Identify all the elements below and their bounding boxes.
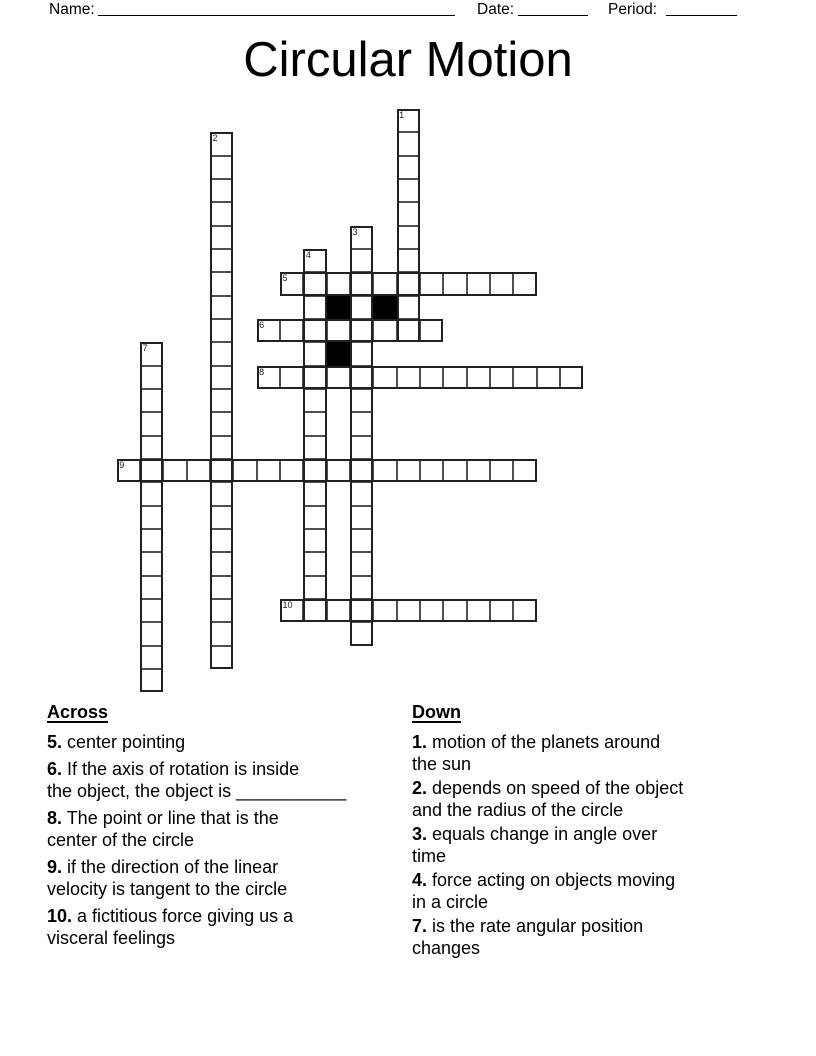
grid-cell[interactable] [397,366,420,389]
grid-cell[interactable] [280,459,303,482]
grid-cell[interactable] [373,599,396,622]
grid-cell[interactable] [210,319,233,342]
grid-cell[interactable] [303,249,326,272]
grid-cell[interactable] [280,319,303,342]
grid-cell[interactable] [350,436,373,459]
grid-cell[interactable] [210,272,233,295]
cell-number: 3 [352,226,358,237]
grid-cell[interactable] [350,599,373,622]
grid-cell[interactable] [327,366,350,389]
down-heading: Down [412,702,461,722]
grid-cell[interactable] [140,529,163,552]
grid-cell[interactable] [210,436,233,459]
grid-cell[interactable] [210,226,233,249]
down-clue-list [412,731,744,959]
down-clues-section [412,701,744,961]
grid-cell[interactable] [210,132,233,155]
grid-cell[interactable] [140,669,163,692]
grid-cell[interactable] [443,272,466,295]
grid-cell[interactable] [303,412,326,435]
grid-cell[interactable] [490,459,513,482]
clue-3 [412,823,744,867]
grid-cell[interactable] [187,459,210,482]
clue-10-line-1: 10. a fictitious force giving us a [47,906,294,926]
grid-cell[interactable] [210,342,233,365]
clue-4-line-2: in a circle [412,892,489,912]
grid-cell[interactable] [327,459,350,482]
grid-cell[interactable] [467,272,490,295]
grid-cell[interactable] [350,459,373,482]
grid-cell[interactable] [350,342,373,365]
grid-cell[interactable] [303,272,326,295]
grid-cell[interactable] [327,319,350,342]
clue-1-line-2: the sun [412,754,472,774]
grid-cell[interactable] [140,459,163,482]
grid-cell[interactable] [420,319,443,342]
grid-cell[interactable] [140,342,163,365]
grid-cell[interactable] [397,319,420,342]
page-title: Circular Motion [243,33,573,87]
grid-cell[interactable] [280,272,303,295]
grid-cell[interactable] [303,366,326,389]
clue-8-line-2: center of the circle [47,830,195,850]
cell-number: 2 [212,133,218,144]
cell-number: 5 [282,273,288,284]
grid-cell[interactable] [210,576,233,599]
grid-cell[interactable] [210,389,233,412]
grid-cell[interactable] [420,459,443,482]
clue-9 [47,856,380,900]
grid-cell[interactable] [537,366,560,389]
grid-cell[interactable] [350,366,373,389]
name-label: Name: [49,1,95,18]
grid-cell[interactable] [140,646,163,669]
clue-number: 6. [47,759,63,779]
clue-8-line-1: 8. The point or line that is the [47,808,279,828]
grid-cell[interactable] [210,412,233,435]
grid-cell[interactable] [210,366,233,389]
clue-4 [412,869,744,913]
clue-6-line-2: the object, the object is ___________ [47,781,347,801]
grid-cell[interactable] [233,459,256,482]
grid-cell[interactable] [467,459,490,482]
cell-number: 10 [282,599,293,610]
across-heading: Across [47,702,109,722]
grid-cell[interactable] [303,552,326,575]
grid-cell[interactable] [140,599,163,622]
grid-cell[interactable] [350,506,373,529]
grid-cell[interactable] [117,459,140,482]
clue-7-line-2: changes [412,938,481,958]
grid-cell[interactable] [210,482,233,505]
grid-cell[interactable] [420,366,443,389]
clue-3-line-2: time [412,846,447,866]
grid-cell[interactable] [397,202,420,225]
grid-cell[interactable] [210,552,233,575]
across-clue-list [47,731,380,949]
grid-cell[interactable] [443,599,466,622]
grid-cell[interactable] [303,436,326,459]
date-label: Date: [477,1,515,18]
cell-number: 8 [259,366,265,377]
grid-cell[interactable] [210,622,233,645]
across-clues-section [47,701,380,954]
grid-cell[interactable] [303,482,326,505]
blocked-cell [327,296,350,319]
grid-cell[interactable] [420,272,443,295]
grid-cell[interactable] [397,296,420,319]
grid-cell[interactable] [140,622,163,645]
grid-cell[interactable] [140,576,163,599]
grid-cell[interactable] [397,132,420,155]
clue-number: 2. [412,778,428,798]
grid-cell[interactable] [303,342,326,365]
cell-number: 7 [142,343,148,354]
grid-cell[interactable] [397,109,420,132]
grid-cell[interactable] [210,506,233,529]
grid-cell[interactable] [210,459,233,482]
grid-cell[interactable] [210,249,233,272]
grid-cell[interactable] [303,319,326,342]
clue-number: 7. [412,916,428,936]
grid-cell[interactable] [210,529,233,552]
grid-cell[interactable] [443,366,466,389]
grid-cell[interactable] [140,389,163,412]
grid-cell[interactable] [490,366,513,389]
grid-cell[interactable] [373,366,396,389]
period-label: Period: [608,1,658,18]
grid-cell[interactable] [397,599,420,622]
grid-cell[interactable] [163,459,186,482]
grid-cell[interactable] [303,599,326,622]
grid-cell[interactable] [303,506,326,529]
grid-cell[interactable] [210,646,233,669]
clue-number: 9. [47,857,63,877]
blocked-cell [373,296,396,319]
clue-7 [412,915,744,959]
clue-8 [47,807,380,851]
clue-5 [47,731,380,753]
grid-cell[interactable] [327,599,350,622]
clue-number: 3. [412,824,428,844]
grid-cell[interactable] [350,412,373,435]
grid-cell[interactable] [350,249,373,272]
grid-cell[interactable] [210,156,233,179]
grid-cell[interactable] [140,366,163,389]
grid-cell[interactable] [397,272,420,295]
clue-10-line-2: visceral feelings [47,928,176,948]
grid-cell[interactable] [303,576,326,599]
grid-cell[interactable] [210,179,233,202]
clue-5-line-1: 5. center pointing [47,732,186,752]
grid-cell[interactable] [490,272,513,295]
clue-6 [47,758,380,802]
clue-number: 5. [47,732,63,752]
clue-7-line-1: 7. is the rate angular position [412,916,644,936]
cell-number: 4 [305,249,311,260]
grid-cell[interactable] [350,226,373,249]
clue-4-line-1: 4. force acting on objects moving [412,870,676,890]
grid-cell[interactable] [467,599,490,622]
grid-cell[interactable] [303,459,326,482]
grid-cell[interactable] [350,389,373,412]
grid-cell[interactable] [257,319,280,342]
grid-cell[interactable] [257,366,280,389]
grid-cell[interactable] [397,179,420,202]
grid-cell[interactable] [350,296,373,319]
grid-cell[interactable] [210,296,233,319]
clue-2-line-1: 2. depends on speed of the object [412,778,684,798]
grid-cell[interactable] [350,622,373,645]
clue-number: 8. [47,808,63,828]
grid-cell[interactable] [210,599,233,622]
clue-2 [412,777,744,821]
cell-number: 6 [259,319,265,330]
grid-cell[interactable] [257,459,280,482]
grid-cell[interactable] [140,506,163,529]
clue-number: 1. [412,732,428,752]
grid-cell[interactable] [303,389,326,412]
grid-cell[interactable] [350,552,373,575]
grid-cell[interactable] [443,459,466,482]
clue-number: 10. [47,906,73,926]
grid-cell[interactable] [140,482,163,505]
grid-cell[interactable] [397,459,420,482]
grid-cell[interactable] [513,459,536,482]
grid-cell[interactable] [560,366,583,389]
clue-9-line-1: 9. if the direction of the linear [47,857,279,877]
clue-9-line-2: velocity is tangent to the circle [47,879,288,899]
grid-cell[interactable] [303,296,326,319]
grid-cell[interactable] [373,272,396,295]
cell-number: 1 [399,110,405,120]
clue-10 [47,905,380,949]
grid-cell[interactable] [303,529,326,552]
grid-cell[interactable] [467,366,490,389]
grid-cell[interactable] [140,552,163,575]
grid-cell[interactable] [490,599,513,622]
grid-cell[interactable] [513,366,536,389]
grid-cell[interactable] [350,576,373,599]
clue-1-line-1: 1. motion of the planets around [412,732,661,752]
grid-cell[interactable] [513,272,536,295]
grid-cell[interactable] [513,599,536,622]
grid-cell[interactable] [397,249,420,272]
clue-number: 4. [412,870,428,890]
grid-cell[interactable] [327,272,350,295]
grid-cell[interactable] [397,156,420,179]
grid-cell[interactable] [420,599,443,622]
grid-cell[interactable] [280,366,303,389]
clue-3-line-1: 3. equals change in angle over [412,824,658,844]
grid-cell[interactable] [397,226,420,249]
grid-cell[interactable] [210,202,233,225]
grid-cell[interactable] [350,272,373,295]
grid-cell[interactable] [373,319,396,342]
blocked-cell [327,342,350,365]
grid-cell[interactable] [140,412,163,435]
grid-cell[interactable] [280,599,303,622]
clue-2-line-2: and the radius of the circle [412,800,624,820]
clue-1 [412,731,744,775]
clue-6-line-1: 6. If the axis of rotation is inside [47,759,300,779]
grid-cell[interactable] [350,482,373,505]
grid-cell[interactable] [373,459,396,482]
cell-number: 9 [119,459,125,470]
grid-cell[interactable] [350,319,373,342]
grid-cell[interactable] [350,529,373,552]
grid-cell[interactable] [140,436,163,459]
